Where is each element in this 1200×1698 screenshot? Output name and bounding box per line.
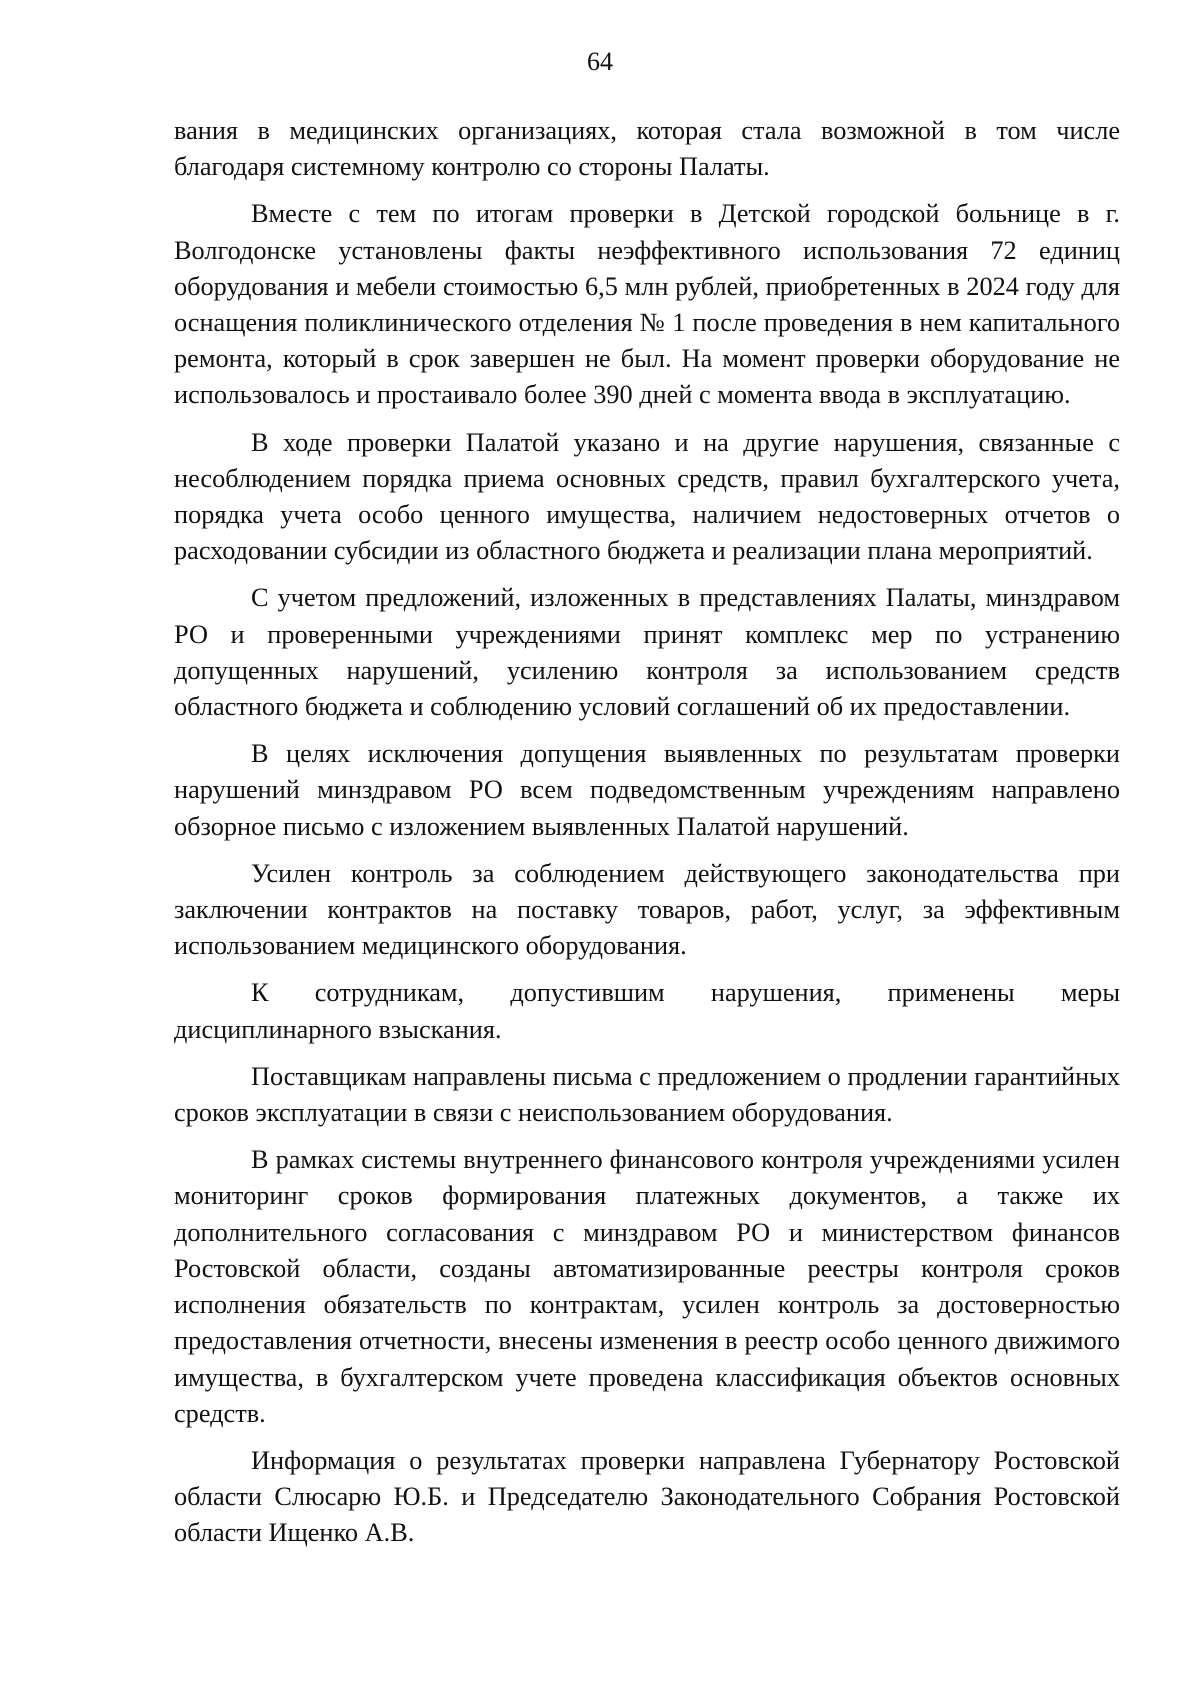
page-number: 64 — [587, 47, 613, 76]
paragraph-supplier-letters: Поставщикам направлены письма с предложением о продлении гарантийных сроков эксплуатации в связи с неиспользованием оборудования. — [174, 1061, 1120, 1128]
paragraph-review-letter: В целях исключения допущения выявленных по результатам проверки нарушений минздравом РО всем подведомственным учреждениям направлено обзорное письмо с изложением выявленных Палатой нарушений. — [174, 739, 1120, 841]
document-body — [174, 113, 1120, 1563]
paragraph-internal-financial-control: В рамках системы внутреннего финансового контроля учреждениями усилен мониторинг сроков формирования платежных документов, а также их дополнительного согласования с минздравом РО и министерством финансов Ростовской области, созданы автоматизированные реестры контроля сроков исполнения обязательств по контрактам, усилен контроль за достоверностью предоставления отчетности, внесены изменения в реестр особо ценного движимого имущества, в бухгалтерском учете проведена классификация объектов основных средств. — [174, 1145, 1120, 1428]
paragraph-volgodonsk-hospital-findings: Вместе с тем по итогам проверки в Детской городской больнице в г. Волгодонске установлены факты неэффективного использования 72 единиц оборудования и мебели стоимостью 6,5 млн рублей, приобретенных в 2024 году для оснащения поликлинического отделения № 1 после проведения в нем капитального ремонта, который в срок завершен не был. На момент проверки оборудование не использовалось и простаивало более 390 дней с момента ввода в эксплуатацию. — [174, 199, 1120, 410]
paragraph-strengthened-control: Усилен контроль за соблюдением действующего законодательства при заключении контрактов на поставку товаров, работ, услуг, за эффективным использованием медицинского оборудования. — [174, 858, 1120, 961]
paragraph-disciplinary-measures: К сотрудникам, допустившим нарушения, применены меры дисциплинарного взыскания. — [174, 978, 1120, 1044]
paragraph-other-violations: В ходе проверки Палатой указано и на другие нарушения, связанные с несоблюдением порядка приема основных средств, правил бухгалтерского учета, порядка учета особо ценного имущества, наличием недостоверных отчетов о расходовании субсидии из областного бюджета и реализации плана мероприятий. — [174, 427, 1120, 566]
paragraph-measures-taken: С учетом предложений, изложенных в представлениях Палаты, минздравом РО и проверенными учреждениями принят комплекс мер по устранению допущенных нарушений, усилению контроля за использованием средств областного бюджета и соблюдению условий соглашений об их предоставлении. — [174, 583, 1120, 722]
paragraph-continuation: вания в медицинских организациях, которая стала возможной в том числе благодаря системному контролю со стороны Палаты. — [174, 116, 1120, 182]
paragraph-information-sent: Информация о результатах проверки направлена Губернатору Ростовской области Слюсарю Ю.Б. и Председателю Законодательного Собрания Ростовской области Ищенко А.В. — [174, 1445, 1120, 1548]
